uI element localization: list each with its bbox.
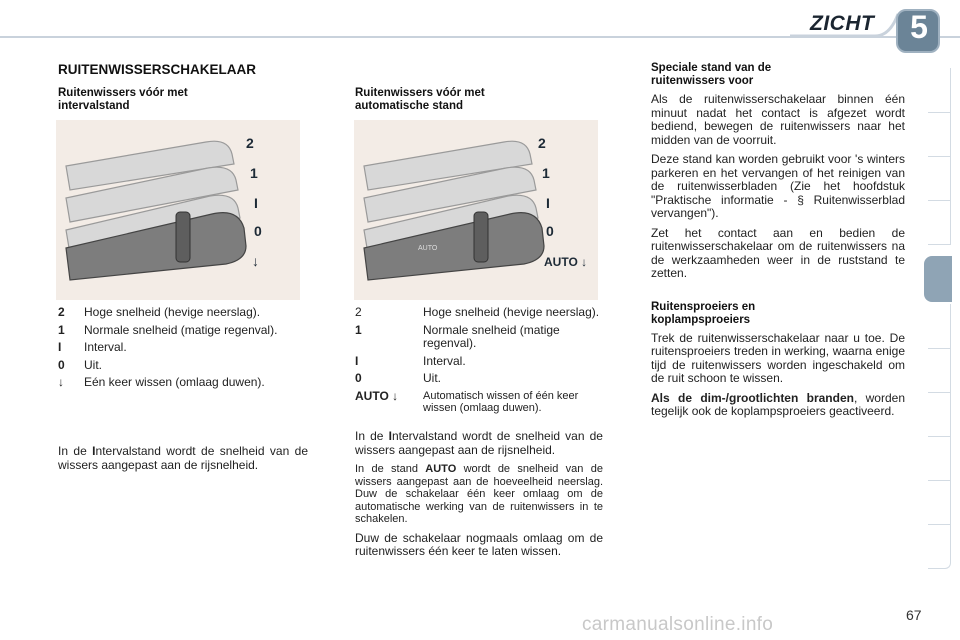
chapter-tab-9[interactable] bbox=[928, 436, 951, 481]
col2-item-2: 2 Hoge snelheid (hevige neerslag). bbox=[355, 305, 600, 319]
col2-item-I: I Interval. bbox=[355, 353, 466, 368]
chapter-tab-1[interactable] bbox=[928, 68, 951, 113]
col1-item-0: 0 Uit. bbox=[58, 357, 102, 372]
figure-wiper-stalk-interval bbox=[56, 120, 300, 300]
col3 bbox=[651, 62, 905, 425]
fig2-label-2: 2 bbox=[538, 135, 546, 151]
main-title: RUITENWISSERSCHAKELAAR bbox=[58, 62, 257, 77]
col1-item-1: 1 Normale snelheid (matige regenval). bbox=[58, 322, 278, 337]
col2-heading-line2: automatische stand bbox=[355, 100, 463, 112]
col3-para-3: Zet het contact aan en bedien de ruitenwisserschakelaar om de ruitenwissers na de werkzaamheden weer in de ruststand te zetten. bbox=[651, 225, 905, 280]
col2-para-1: In de Intervalstand wordt de snelheid van de wissers aangepast aan de rijsnelheid. bbox=[355, 429, 603, 457]
fig2-label-auto: AUTO ↓ bbox=[544, 255, 588, 269]
col1-item-2: 2 Hoge snelheid (hevige neerslag). bbox=[58, 305, 261, 319]
col1-heading bbox=[58, 87, 298, 113]
stalk2-ring bbox=[474, 212, 488, 262]
col3-para-4: Trek de ruitenwisserschakelaar naar u toe. De ruitensproeiers treden in werking, waarna enige tijd de ruitenwissers worden ingeschakeld om de ruit schoon te wissen. bbox=[651, 330, 905, 385]
col1-heading-line2: intervalstand bbox=[58, 100, 130, 112]
wiper-stalk-illustration-1 bbox=[56, 120, 300, 300]
page-number: 67 bbox=[906, 607, 922, 623]
stalk-ring bbox=[176, 212, 190, 262]
col2-heading bbox=[355, 87, 595, 113]
col3-para-1: Als de ruitenwisserschakelaar binnen één minuut nadat het contact is afgezet wordt bediend, bewegen de ruitenwissers naar het midden van de voorruit. bbox=[651, 92, 905, 147]
fig2-label-I: I bbox=[546, 195, 550, 211]
chapter-tab-2[interactable] bbox=[928, 112, 951, 157]
chapter-tabs bbox=[928, 68, 952, 574]
chapter-tab-11[interactable] bbox=[928, 524, 951, 569]
col1-heading-line1: Ruitenwissers vóór met bbox=[58, 87, 188, 99]
stalk2-auto-marking: AUTO bbox=[418, 245, 438, 252]
chapter-tab-8[interactable] bbox=[928, 392, 951, 437]
chapter-tab-4[interactable] bbox=[928, 200, 951, 245]
col1-position-list bbox=[58, 306, 308, 394]
col2-item-auto: AUTO ↓ Automatisch wissen of één keer wissen (omlaag duwen). bbox=[355, 388, 579, 414]
chapter-tab-7[interactable] bbox=[928, 348, 951, 393]
col1-paragraph: In de Intervalstand wordt de snelheid van de wissers aangepast aan de rijsnelheid. bbox=[58, 444, 308, 472]
col2-item-1: 1 Normale snelheid (matige regenval). bbox=[355, 322, 560, 350]
watermark: carmanualsonline.info bbox=[582, 614, 774, 635]
figure-wiper-stalk-auto bbox=[354, 120, 598, 300]
chapter-tab-5-active[interactable] bbox=[924, 256, 952, 302]
fig2-label-0: 0 bbox=[546, 223, 554, 239]
fig2-label-1: 1 bbox=[542, 165, 550, 181]
chapter-tab-3[interactable] bbox=[928, 156, 951, 201]
col3-heading-1: Speciale stand van de ruitenwissers voor bbox=[651, 62, 772, 87]
col3-para-2: Deze stand kan worden gebruikt voor 's winters parkeren en het vervangen of het reinigen van de ruitenwisserbladen (Zie het hoofdstuk "Praktische informatie - § Ruitenwisserblad vervangen"). bbox=[651, 152, 905, 220]
col2-para-2: In de stand AUTO wordt de snelheid van de wissers aangepast aan de hoeveelheid neerslag. Duw de schakelaar één keer omlaag om de automatische werking van de ruitenwissers in te schakelen. bbox=[355, 463, 603, 525]
fig1-label-1: 1 bbox=[250, 165, 258, 181]
fig1-label-2: 2 bbox=[246, 135, 254, 151]
col2-position-list bbox=[355, 306, 605, 419]
col1-item-down: ↓ Eén keer wissen (omlaag duwen). bbox=[58, 375, 265, 389]
col2-paragraphs bbox=[355, 430, 603, 565]
fig1-label-0: 0 bbox=[254, 223, 262, 239]
col3-heading-2: Ruitensproeiers en koplampsproeiers bbox=[651, 300, 756, 326]
col3-para-5: Als de dim-/grootlichten branden, worden tegelijk ook de koplampsproeiers geactiveerd. bbox=[651, 390, 905, 418]
wiper-stalk-illustration-2 bbox=[354, 120, 598, 300]
col1-item-I: I Interval. bbox=[58, 340, 127, 354]
chapter-tab-10[interactable] bbox=[928, 480, 951, 525]
fig1-label-down: ↓ bbox=[252, 253, 259, 269]
col2-para-3: Duw de schakelaar nogmaals omlaag om de ruitenwissers één keer te laten wissen. bbox=[355, 530, 603, 558]
section-title: ZICHT bbox=[810, 12, 875, 35]
col2-heading-line1: Ruitenwissers vóór met bbox=[355, 87, 485, 99]
chapter-tab-6[interactable] bbox=[928, 304, 951, 349]
col2-item-0: 0 Uit. bbox=[355, 371, 441, 385]
fig1-label-I: I bbox=[254, 195, 258, 211]
chapter-number: 5 bbox=[910, 9, 928, 45]
